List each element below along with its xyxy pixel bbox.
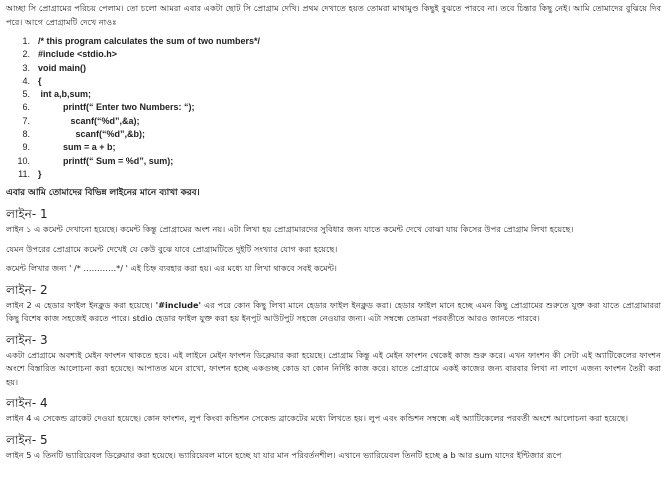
code-line-text: { — [38, 75, 42, 86]
code-line-text: /* this program calculates the sum of two numbers*/ — [38, 36, 261, 46]
code-line-text: printf(“ Enter two Numbers: “); — [38, 102, 195, 113]
code-line-text: #include <stdio.h> — [38, 49, 118, 60]
code-line — [6, 88, 661, 101]
code-line-text: void main() — [38, 62, 87, 73]
code-line — [6, 101, 661, 114]
code-line-text: sum = a + b; — [38, 142, 116, 153]
code-line-number: 6. — [22, 102, 30, 113]
section-title-line-4: লাইন- 4 — [6, 396, 48, 411]
code-line-text: } — [38, 168, 42, 179]
code-line-text: scanf(“%d”,&b); — [38, 129, 146, 140]
code-listing — [6, 35, 661, 181]
code-line-number: 1. — [22, 36, 30, 46]
code-line — [6, 128, 661, 141]
code-line-text: int a,b,sum; — [38, 89, 92, 100]
code-line — [6, 155, 661, 168]
code-line — [6, 168, 661, 181]
line-1-paragraph-3: কমেন্ট লিখার জন্য ' /* …………*/ ' এই চিহ্ন ব্যবহার করা হয়। এর মধ্যে যা লিখা থাকবে সবই কমেন্ট। — [6, 263, 337, 274]
section-title-line-1: লাইন- 1 — [6, 207, 48, 222]
article — [6, 2, 661, 462]
line-1-paragraph-2: যেমন উপরের প্রোগ্রামে কমেন্ট দেখেই যে কেউ বুঝে যাবে প্রোগ্রামটিতে দুইটি সংখ্যার যোগ করা হয়েছে। — [6, 243, 338, 254]
section-title-line-5: লাইন- 5 — [6, 432, 48, 447]
code-line — [6, 35, 661, 48]
code-line-number: 5. — [22, 89, 30, 100]
section-title-line-2: লাইন- 2 — [6, 282, 48, 297]
code-line-number: 9. — [22, 142, 30, 153]
line-2-text-a: লাইন 2 এ হেডার ফাইল ইনক্লুড করা হয়েছে। — [6, 299, 156, 310]
code-line — [6, 75, 661, 88]
line-2-paragraph — [6, 299, 661, 326]
line-1-paragraph-1: লাইন ১ এ কমেন্ট দেখানো হয়েছে। কমেন্ট কিন্তু প্রোগ্রামের অংশ নয়। এটা লিখা হয় প্রোগ্রামারদের সুবিধার জন্য যাতে কমেন্ট দেখে বোঝা যায় কিসের উপর প্রোগ্রাম লিখা হয়েছে। — [6, 224, 574, 235]
line-4-paragraph: লাইন 4 এ সেকেন্ড ব্রাকেট দেওয়া হয়েছে। কোন ফাংশন, লুপ কিংবা কন্ডিশন সেকেন্ড ব্রাকেটের মধ্যে লিখতে হয়। লুপ এবং কন্ডিশন সম্বন্ধে এই অ্যাটিকেলের পরবর্তী অংশে আলোচনা করা হয়েছে। — [6, 413, 629, 424]
code-line-number: 4. — [22, 75, 30, 86]
section-title-line-3: লাইন- 3 — [6, 332, 48, 347]
code-line-number: 8. — [22, 129, 30, 140]
code-line — [6, 48, 661, 61]
code-line-number: 7. — [22, 115, 30, 126]
code-line-number: 2. — [22, 49, 30, 60]
code-line-text: scanf(“%d”,&a); — [38, 115, 140, 126]
line-5-paragraph: লাইন 5 এ তিনটি ভ্যারিয়েবল ডিক্লেয়ার করা হয়েছে। ভ্যারিয়েবল মানে হচ্ছে যা যার মান পরিবর্তনশীল। এখানে ভ্যারিয়েবল তিনটি হচ্ছে a b আর sum যাদের ইন্টিজার রূপে — [6, 449, 562, 460]
code-line — [6, 141, 661, 154]
code-line — [6, 115, 661, 128]
explanation-heading: এবার আমি তোমাদের বিভিন্ন লাইনের মানে ব্যাখা করব। — [6, 188, 200, 199]
code-line-number: 3. — [22, 62, 30, 73]
intro-paragraph: আচ্ছা সি প্রোগ্রামের পরিচয় পেলাম। তো চলো আমরা এবার একটা ছোট সি প্রোগ্রাম দেখি। প্রথম দেখাতে হয়ত তোমরা মাথামুণ্ড কিছুই বুঝতে পারবে না। তবে চিন্তার কিছু নেই। আমি তোমাদের বুঝিয়ে দিব পরে। আগে প্রোগ্রামটি দেখে নাওঃ — [6, 3, 661, 27]
include-keyword: '#include' — [155, 299, 202, 310]
line-3-paragraph: একটা প্রোগ্রামে অবশ্যই মেইন ফাংশন থাকতে হবে। এই লাইনে মেইন ফাংশন ডিক্লেয়ার করা হয়েছে। প্রোগ্রাম কিন্তু এই মেইন ফাংশন থেকেই কাজ শুরু করে। এখন ফাংশন কী সেটা এই অ্যাটিকেলের ফাংশন অংশে বিস্তারিত আলোচনা করা হয়েছে। আপাতত মনে রাখো, ফাংশন হচ্ছে একগুচ্ছ কোড যা কোন নির্দিষ্ট কাজ করে। যাতে প্রোগ্রামে একই কাজের জন্য বারবার লিখা না লাগে এজন্য ফাংশন তৈরী করা হয়। — [6, 349, 661, 387]
line-2-text-c: এর পরে কোন কিছু লিখা মানে হেডার ফাইল ইনক্লুড করা। হেডার ফাইল মানে হচ্ছে এমন কিছু প্রোগ্রামের শুরুতে যুক্ত করা যাতে প্রোগ্রামাররা কিছু বিশেষ কাজ সহজেই করতে পারে। stdio হেডার ফাইল যুক্ত করা হয় ইনপুট আউটপুট সহজে নেওয়ার জন্য। এটা সম্বন্ধে তোমরা পরবর্তীতে আরও জানতে পারবে। — [6, 299, 661, 324]
code-line-number: 11. — [18, 168, 30, 179]
code-line — [6, 62, 661, 75]
code-line-text: printf(“ Sum = %d”, sum); — [38, 155, 174, 166]
code-line-number: 10. — [17, 155, 30, 166]
